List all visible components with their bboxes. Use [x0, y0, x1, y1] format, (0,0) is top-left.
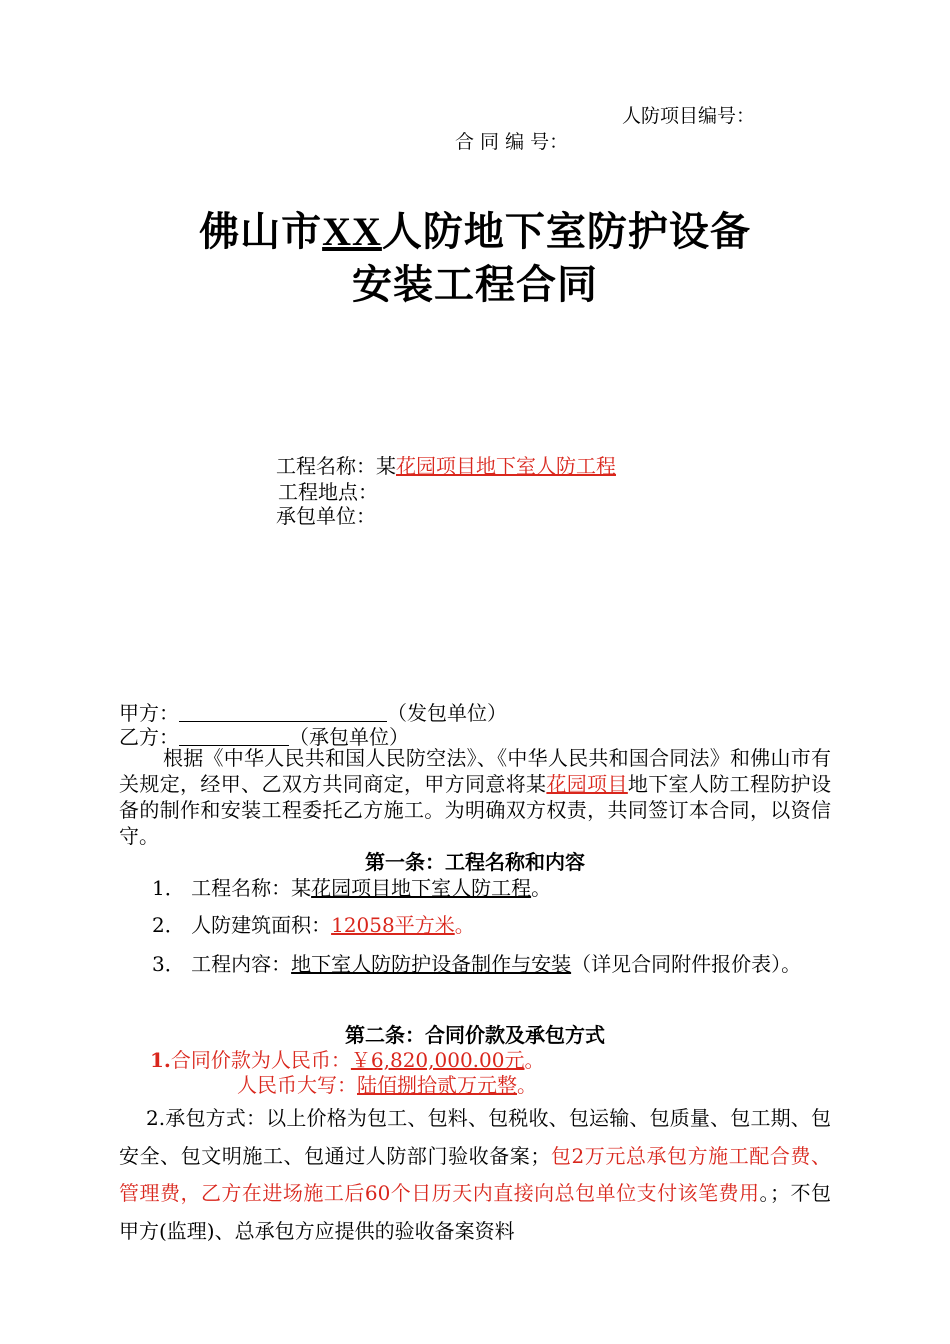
- capital-label: 人民币大写：: [237, 1073, 357, 1097]
- party-a-label: 甲方：: [119, 701, 179, 725]
- contracting-mode-paragraph: [119, 1100, 831, 1250]
- project-location-label: 工程地点：: [278, 480, 378, 504]
- project-name-value: 花园项目地下室人防工程: [396, 454, 616, 478]
- article2-heading: 第二条：合同价款及承包方式: [345, 1023, 605, 1047]
- capital-end: 。: [517, 1073, 537, 1097]
- item1-end: 。: [531, 876, 552, 900]
- project-name-label: 工程名称：某: [276, 454, 396, 478]
- title-xx-placeholder: XX: [322, 209, 382, 254]
- party-b-note: （承包单位）: [289, 725, 409, 749]
- title-city: 佛山市: [199, 209, 323, 255]
- article1-item2: [152, 909, 475, 938]
- party-a-blank: [179, 702, 387, 722]
- preamble-text-after: 地下室人防工程防护设备的制作和安装工程委托乙方施工。为明确双方权责，共同签订本合同，以资信守。: [119, 772, 832, 848]
- mode-tail-text: 。；不包甲方(监理)、总承包方应提供的验收备案资料: [119, 1181, 832, 1243]
- contract-number-label: 合 同 编 号：: [455, 131, 569, 153]
- capital-value: 陆佰捌拾贰万元整: [357, 1073, 517, 1097]
- price-label: 合同价款为人民币：: [170, 1048, 351, 1072]
- item2-value: 12058平方米: [331, 913, 455, 937]
- preamble-project-name: 花园项目: [546, 772, 628, 796]
- item1-label: 1． 工程名称：某: [152, 876, 312, 900]
- preamble-text-before: 根据《中华人民共和国人民防空法》、《中华人民共和国合同法》和佛山市有关规定，经甲、乙双方共同商定，甲方同意将某: [119, 746, 831, 796]
- price-number: 1.: [150, 1048, 171, 1072]
- project-name-row: [276, 450, 616, 479]
- party-a-note: （发包单位）: [387, 701, 507, 725]
- mode-text: 2.承包方式：以上价格为包工、包料、包税收、包运输、包质量、包工期、包安全、包文明施工、包通过人防部门验收备案；: [119, 1106, 831, 1168]
- mode-red-text: 包2万元总承包方施工配合费、管理费，乙方在进场施工后60个日历天内直接向总包单位支付该笔费用: [119, 1143, 832, 1205]
- price-value: ￥6,820,000.00元: [350, 1048, 525, 1072]
- party-b-label: 乙方：: [119, 725, 179, 749]
- item2-end: 。: [454, 913, 475, 937]
- article1-item1: [152, 872, 551, 901]
- item2-label: 2． 人防建筑面积：: [152, 913, 332, 937]
- contract-title-line2: 安装工程合同: [352, 262, 598, 308]
- article1-heading: 第一条：工程名称和内容: [365, 850, 585, 874]
- capital-amount-row: [237, 1069, 537, 1098]
- title-subject: 人防地下室防护设备: [381, 209, 751, 255]
- contractor-label: 承包单位：: [276, 504, 376, 528]
- preamble-paragraph: [119, 745, 831, 849]
- contract-title-line1: [0, 200, 950, 257]
- price-end: 。: [524, 1048, 545, 1072]
- item1-value: 花园项目地下室人防工程: [311, 876, 532, 900]
- item3-label: 3． 工程内容：: [152, 952, 292, 976]
- project-number-label: 人防项目编号：: [622, 105, 756, 127]
- article1-item3: [119, 945, 831, 983]
- item3-value: 地下室人防防护设备制作与安装: [291, 952, 572, 976]
- party-b-blank: [179, 726, 289, 746]
- item3-rest: （详见合同附件报价表）。: [571, 952, 802, 976]
